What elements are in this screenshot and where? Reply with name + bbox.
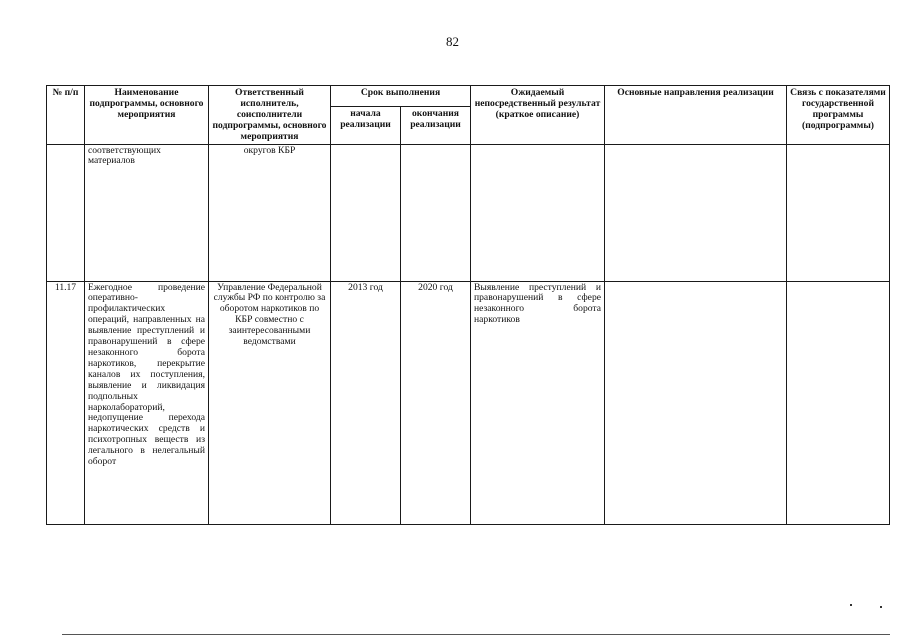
scan-edge-line (62, 634, 890, 635)
measures-table (46, 85, 890, 525)
cell-directions (605, 281, 787, 524)
cell-start (331, 144, 401, 281)
table-row (47, 281, 890, 524)
header-term-start: начала реализации (331, 107, 401, 144)
cell-directions (605, 144, 787, 281)
cell-num (47, 144, 85, 281)
header-row (47, 86, 890, 107)
header-term: Срок выполнения (331, 86, 471, 107)
header-result: Ожидаемый непосредственный результат (краткое описание) (471, 86, 605, 145)
scan-speck (880, 606, 882, 608)
header-term-end: окончания реализации (401, 107, 471, 144)
page-number: 82 (446, 34, 459, 49)
cell-responsible: округов КБР (209, 144, 331, 281)
cell-num: 11.17 (47, 281, 85, 524)
cell-name: Ежегодное проведение оперативно-профилактических операций, направленных на выявление преступлений и правонарушений в сфере незаконного борота наркотиков, перекрытие каналов их поступления, выявление и ликвидация подпольных нарколабораторий, недопущение перехода наркотических средств и психотропных веществ из легального в нелегальный оборот (85, 281, 209, 524)
cell-end: 2020 год (401, 281, 471, 524)
scan-speck (850, 604, 852, 606)
cell-responsible: Управление Федеральной службы РФ по контролю за оборотом наркотиков по КБР совместно с заинтересованными ведомствами (209, 281, 331, 524)
header-link: Связь с показателями государственной программы (подпрограммы) (787, 86, 890, 145)
cell-link (787, 281, 890, 524)
header-name: Наименование подпрограммы, основного мероприятия (85, 86, 209, 145)
cell-start: 2013 год (331, 281, 401, 524)
table-row (47, 144, 890, 281)
cell-end (401, 144, 471, 281)
header-num: № п/п (47, 86, 85, 145)
header-responsible: Ответственный исполнитель, соисполнители подпрограммы, основного мероприятия (209, 86, 331, 145)
cell-link (787, 144, 890, 281)
header-directions: Основные направления реализации (605, 86, 787, 145)
cell-result (471, 144, 605, 281)
cell-name: соответствующих материалов (85, 144, 209, 281)
cell-result: Выявление преступлений и правонарушений в сфере незаконного борота наркотиков (471, 281, 605, 524)
